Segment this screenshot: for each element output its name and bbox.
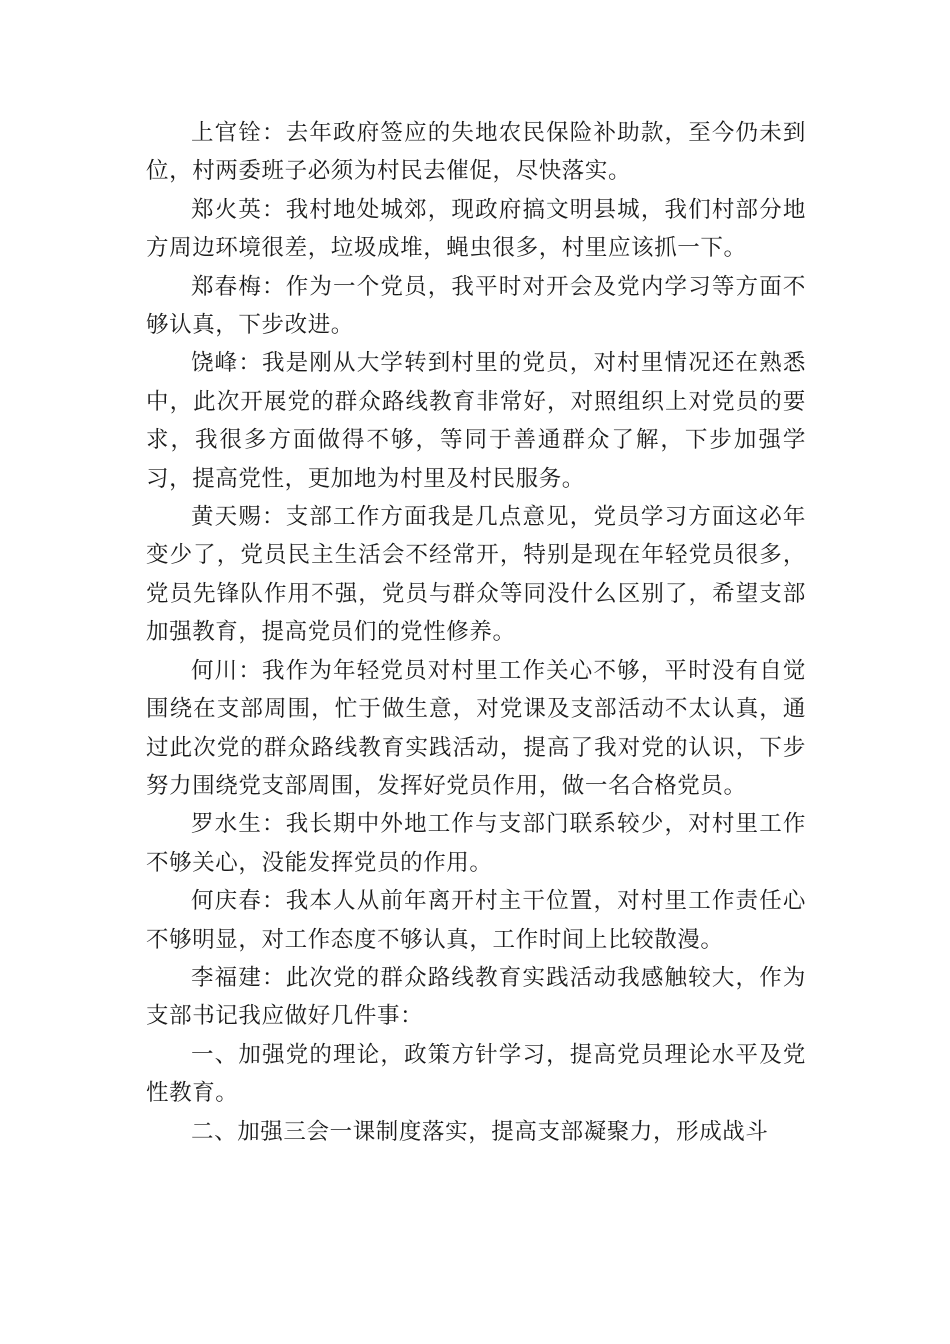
paragraph-shangguanquan: 上官铨：去年政府签应的失地农民保险补助款，至今仍未到位，村两委班子必须为村民去催促，尽快落实。 xyxy=(146,120,806,185)
paragraph-luoshuisheng: 罗水生：我长期中外地工作与支部门联系较少，对村里工作不够关心，没能发挥党员的作用。 xyxy=(146,811,806,876)
paragraph-raofeng: 饶峰：我是刚从大学转到村里的党员，对村里情况还在熟悉中，此次开展党的群众路线教育非常好，对照组织上对党员的要求，我很多方面做得不够，等同于善通群众了解，下步加强学习，提高党性，更加地为村里及村民服务。 xyxy=(146,350,806,492)
paragraph-huangtianci: 黄天赐：支部工作方面我是几点意见，党员学习方面这必年变少了，党员民主生活会不经常开，特别是现在年轻党员很多，党员先锋队作用不强，党员与群众等同没什么区别了，希望支部加强教育，提高党员们的党性修养。 xyxy=(146,504,806,646)
paragraph-zhenghuoying: 郑火英：我村地处城郊，现政府搞文明县城，我们村部分地方周边环境很差，垃圾成堆，蝇虫很多，村里应该抓一下。 xyxy=(146,196,806,262)
paragraph-hechuan: 何川：我作为年轻党员对村里工作关心不够，平时没有自觉围绕在支部周围，忙于做生意，对党课及支部活动不太认真，通过此次党的群众路线教育实践活动，提高了我对党的认识，下步努力围绕党支部周围，发挥好党员作用，做一名合格党员。 xyxy=(146,657,806,799)
paragraph-heqingchun: 何庆春：我本人从前年离开村主干位置，对村里工作责任心不够明显，对工作态度不够认真，工作时间上比较散漫。 xyxy=(146,888,806,953)
paragraph-zhengchunmei: 郑春梅：作为一个党员，我平时对开会及党内学习等方面不够认真，下步改进。 xyxy=(146,273,806,339)
document-body xyxy=(146,114,806,1151)
paragraph-lifujian: 李福建：此次党的群众路线教育实践活动我感触较大，作为支部书记我应做好几件事： xyxy=(146,964,806,1030)
paragraph-item-one: 一、加强党的理论，政策方针学习，提高党员理论水平及党性教育。 xyxy=(146,1041,806,1107)
paragraph-item-two: 二、加强三会一课制度落实，提高支部凝聚力，形成战斗 xyxy=(191,1118,769,1145)
